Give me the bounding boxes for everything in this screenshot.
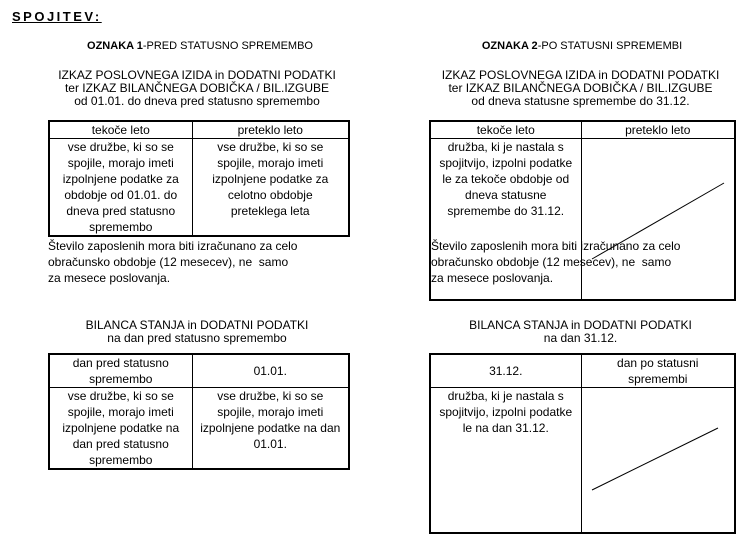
left-label-text: -PRED STATUSNO SPREMEMBO: [142, 40, 313, 52]
left-balance-day-before-cell: vse družbe, ki so se spojile, morajo imeti izpolnjene podatke na dan pred statusno spremembo: [49, 388, 192, 470]
right-income-title: IZKAZ POSLOVNEGA IZIDA in DODATNI PODATKI ter IZKAZ BILANČNEGA DOBIČKA / BIL.IZGUBE od dneva statusne spremembe do 31.12.: [441, 68, 720, 108]
strike-diagonal-line: [582, 420, 736, 500]
right-balance-title: BILANCA STANJA in DODATNI PODATKI na dan 31.12.: [469, 318, 692, 345]
left-balance-date-cell: vse družbe, ki so se spojile, morajo imeti izpolnjene podatke na dan 01.01.: [192, 388, 349, 470]
left-income-header-current: tekoče leto: [49, 121, 192, 139]
page-heading: SPOJITEV:: [12, 9, 102, 24]
left-income-current-cell: vse družbe, ki so se spojile, morajo imeti izpolnjene podatke za obdobje od 01.01. do dneva pred statusno spremembo: [49, 139, 192, 237]
left-income-previous-cell: vse družbe, ki so se spojile, morajo imeti izpolnjene podatke za celotno obdobje preteklega leta: [192, 139, 349, 237]
right-balance-day-after-cell: [581, 388, 735, 534]
right-section-label: [422, 40, 742, 52]
right-income-header-previous: preteklo leto: [581, 121, 735, 139]
right-income-current-cell: družba, ki je nastala s spojitvijo, izpolni podatke le za tekoče obdobje od dneva statusne spremembe do 31.12.: [430, 139, 581, 301]
left-balance-title: BILANCA STANJA in DODATNI PODATKI na dan pred statusno spremembo: [85, 318, 309, 345]
left-section-label: [40, 40, 360, 52]
left-income-title: IZKAZ POSLOVNEGA IZIDA in DODATNI PODATKI ter IZKAZ BILANČNEGA DOBIČKA / BIL.IZGUBE od 01.01. do dneva pred statusno spremembo: [58, 68, 336, 108]
left-employees-note: Število zaposlenih mora biti izračunano za celo obračunsko obdobje (12 mesecev), ne samo za mesece poslovanja.: [48, 239, 298, 285]
left-balance-header-day-before: dan pred statusno spremembo: [49, 354, 192, 388]
right-label-text: -PO STATUSNI SPREMEMBI: [537, 40, 683, 52]
left-income-table: [48, 120, 350, 237]
left-balance-table: [48, 353, 350, 470]
right-employees-note: Število zaposlenih mora biti izračunano za celo obračunsko obdobje (12 mesecev), ne samo za mesece poslovanja.: [431, 239, 681, 285]
right-balance-header-date: 31.12.: [430, 354, 581, 388]
left-label-code: OZNAKA 1: [87, 40, 143, 52]
left-balance-header-date: 01.01.: [192, 354, 349, 388]
right-income-header-current: tekoče leto: [430, 121, 581, 139]
right-label-code: OZNAKA 2: [481, 40, 538, 52]
right-balance-date-cell: družba, ki je nastala s spojitvijo, izpolni podatke le na dan 31.12.: [430, 388, 581, 534]
right-balance-header-day-after: dan po statusni spremembi: [581, 354, 735, 388]
right-balance-table: [429, 353, 736, 534]
left-income-header-previous: preteklo leto: [192, 121, 349, 139]
